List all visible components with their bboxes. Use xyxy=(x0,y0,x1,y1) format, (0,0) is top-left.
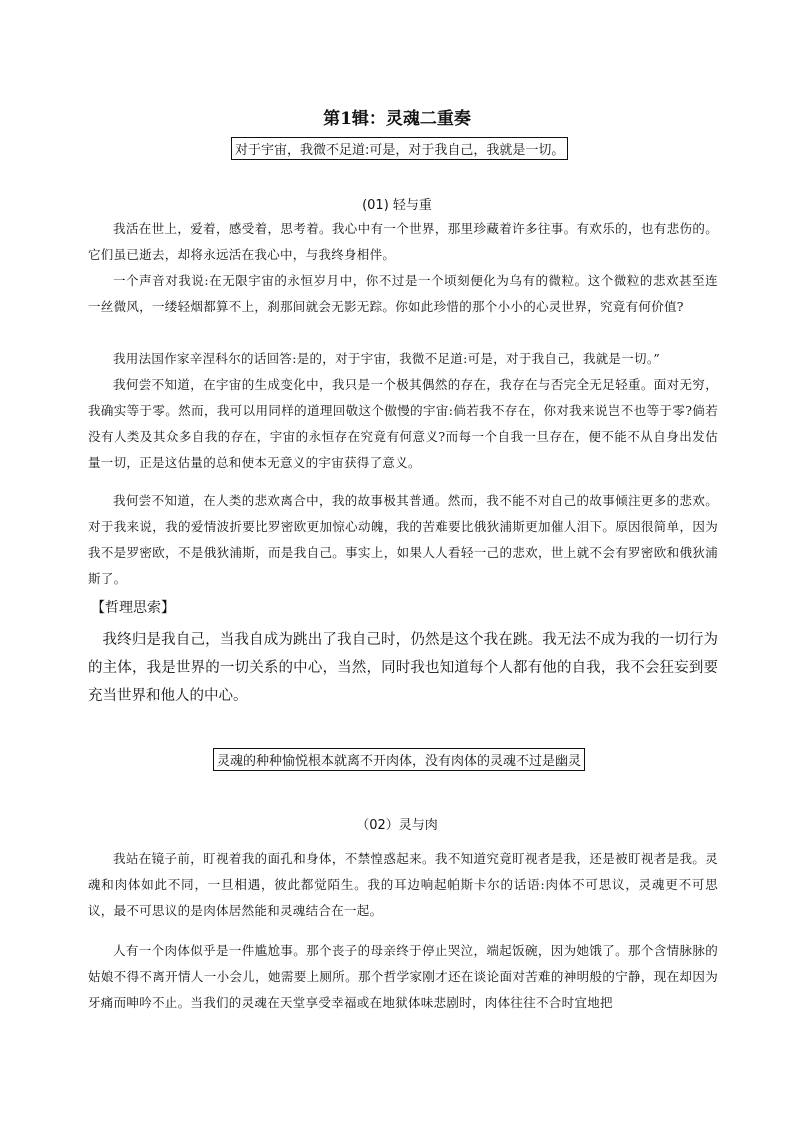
paragraph: 我何尝不知道，在宇宙的生成变化中，我只是一个极其偶然的存在，我存在与否完全无足轻重。面对无穷，我确实等于零。然而，我可以用同样的道理回敬这个傲慢的宇宙:倘若我不存在，你对我来说岂不也等于零?倘若没有人类及其众多自我的存在，宇宙的永恒存在究竟有何意义?而每一个自我一旦存在，便不能不从自身出发估量一切，正是这估量的总和使本无意义的宇宙获得了意义。 xyxy=(88,377,718,470)
paragraph: 一个声音对我说:在无限宇宙的永恒岁月中，你不过是一个顷刻便化为乌有的微粒。这个微粒的悲欢甚至连一丝微风，一缕轻烟都算不上，刹那间就会无影无踪。你如此珍惜的那个小小的心灵世界，究竟有何价值? xyxy=(88,273,718,314)
paragraph: 我活在世上，爱着，感受着，思考着。我心中有一个世界，那里珍藏着许多往事。有欢乐的，也有悲伤的。它们虽已逝去，却将永远活在我心中，与我终身相伴。 xyxy=(88,221,718,262)
quote-box-1: 对于宇宙，我微不足道:可是，对于我自己，我就是一切。 xyxy=(231,137,568,160)
quote-box-2: 灵魂的种种愉悦根本就离不开肉体，没有肉体的灵魂不过是幽灵 xyxy=(213,748,585,771)
paragraph: 人有一个肉体似乎是一件尴尬事。那个丧子的母亲终于停止哭泣，端起饭碗，因为她饿了。那个含情脉脉的姑娘不得不离开情人一小会儿，她需要上厕所。那个哲学家刚才还在谈论面对苦难的神明般的宁静，现在却因为牙痛而呻吟不止。当我们的灵魂在天堂享受幸福或在地狱体味悲剧时，肉体往往不合时宜地把 xyxy=(88,943,718,1010)
paragraph: 我站在镜子前，盯视着我的面孔和身体，不禁惶惑起来。我不知道究竟盯视者是我，还是被盯视者是我。灵魂和肉体如此不同，一旦相遇，彼此都觉陌生。我的耳边响起帕斯卡尔的话语:肉体不可思议，灵魂更不可思议，最不可思议的是肉体居然能和灵魂结合在一起。 xyxy=(88,851,718,918)
chapter-title: 第1辑：灵魂二重奏 xyxy=(323,109,471,129)
paragraph: 我用法国作家辛涅科尔的话回答:是的，对于宇宙，我微不足道:可是，对于我自己，我就是一切。” xyxy=(113,351,661,366)
section-heading-1: (01) 轻与重 xyxy=(362,198,432,213)
section-heading-2: （02）灵与肉 xyxy=(356,818,438,833)
reflection-label: 【哲理思索】 xyxy=(91,600,175,616)
reflection-body: 我终归是我自己，当我自成为跳出了我自己时，仍然是这个我在跳。我无法不成为我的一切行为的主体，我是世界的一切关系的中心，当然，同时我也知道每个人都有他的自我，我不会狂妄到要充当世界和他人的中心。 xyxy=(88,632,718,704)
paragraph: 我何尝不知道，在人类的悲欢离合中，我的故事极其普通。然而，我不能不对自己的故事倾注更多的悲欢。对于我来说，我的爱情波折要比罗密欧更加惊心动魄，我的苦难要比俄狄浦斯更加催人泪下。原因很简单，因为我不是罗密欧，不是俄狄浦斯，而是我自己。事实上，如果人人看轻一己的悲欢，世上就不会有罗密欧和俄狄浦斯了。 xyxy=(88,493,718,586)
